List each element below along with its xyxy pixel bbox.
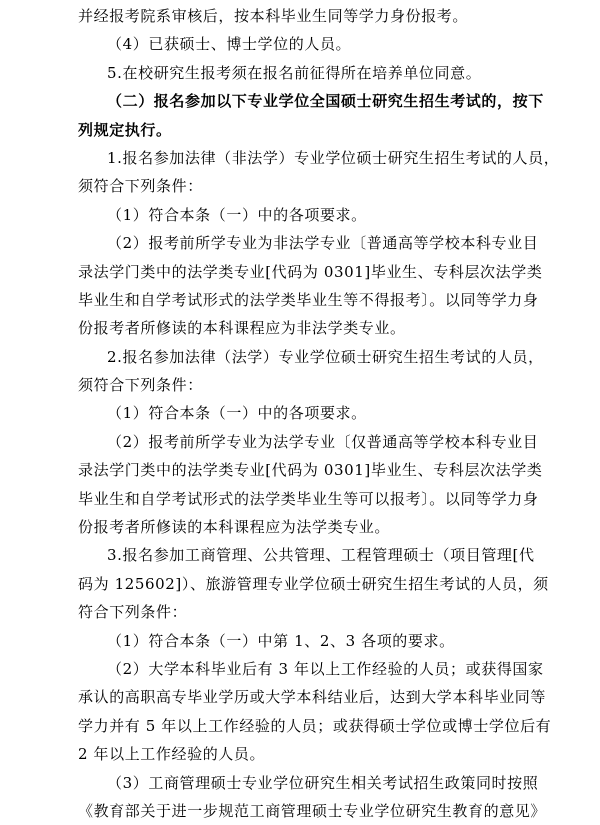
text-line: 须符合下列条件： [78,376,203,395]
text-line: 并经报考院系审核后，按本科毕业生同等学力身份报考。 [78,7,469,25]
text-line: （4）已获硕士、博士学位的人员。 [107,35,352,54]
text-line: 须符合下列条件： [78,177,203,196]
section-heading: （二）报名参加以下专业学位全国硕士研究生招生考试的，按下 [107,92,544,111]
section-heading: 列规定执行。 [78,120,172,139]
text-line: （1）符合本条（一）中的各项要求。 [107,404,367,423]
text-line: 承认的高职高专毕业学历或大学本科结业后，达到大学本科毕业同等 [78,688,547,707]
text-line: 3.报名参加工商管理、公共管理、工程管理硕士（项目管理[代 [107,546,535,565]
text-line: （1）符合本条（一）中的各项要求。 [107,205,367,224]
text-line: （3）工商管理硕士专业学位研究生相关考试招生政策同时按照 [107,773,539,792]
text-line: 2.报名参加法律（法学）专业学位硕士研究生招生考试的人员， [107,347,544,366]
text-line: 份报考者所修读的本科课程应为非法学类专业。 [78,319,406,338]
text-line: （2）报考前所学专业为非法学专业〔普通高等学校本科专业目 [107,234,539,253]
text-line: 2 年以上工作经验的人员。 [78,745,266,764]
text-line: 毕业生和自学考试形式的法学类毕业生等不得报考〕。以同等学力身 [78,290,539,309]
text-line: 符合下列条件： [78,603,188,622]
text-line: 5.在校研究生报考须在报名前征得所在培养单位同意。 [107,63,482,82]
text-line: 1.报名参加法律（非法学）专业学位硕士研究生招生考试的人员， [107,148,560,167]
text-line: 录法学门类中的法学类专业[代码为 0301]毕业生、专科层次法学类 [78,262,543,281]
text-line: （2）报考前所学专业为法学专业〔仅普通高等学校本科专业目 [107,432,539,451]
text-line: 录法学门类中的法学类专业[代码为 0301]毕业生、专科层次法学类 [78,461,543,480]
text-line: 学力并有 5 年以上工作经验的人员；或获得硕士学位或博士学位后有 [78,716,552,735]
text-line: （2）大学本科毕业后有 3 年以上工作经验的人员；或获得国家 [107,659,544,678]
text-line: （1）符合本条（一）中第 1、2、3 各项的要求。 [107,631,455,650]
text-line: 毕业生和自学考试形式的法学类毕业生等可以报考〕。以同等学力身 [78,489,539,508]
text-line: 码为 125602]）、旅游管理专业学位硕士研究生招生考试的人员，须 [78,574,549,593]
text-line: 《教育部关于进一步规范工商管理硕士专业学位研究生教育的意见》 [78,801,547,820]
text-line: 份报考者所修读的本科课程应为法学类专业。 [78,518,391,537]
